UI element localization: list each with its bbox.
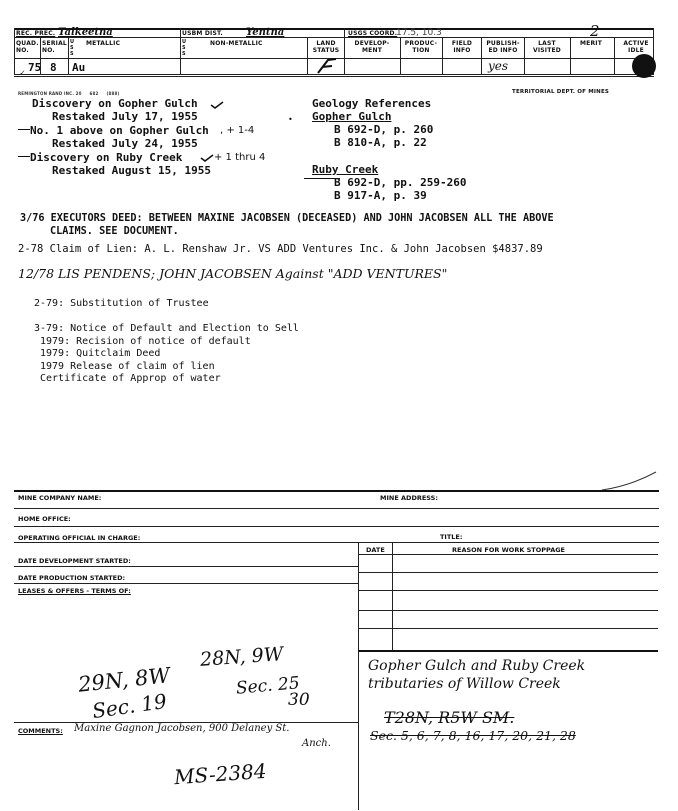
nonmetallic-label: NON-METALLIC [210,40,263,47]
last-visited-label: LAST VISITED [532,40,561,54]
page-number: 2 [590,22,600,40]
leases-label: LEASES & OFFERS - TERMS OF: [18,587,131,595]
field-info-label: FIELD INFO [451,40,473,54]
hole-punch [632,54,656,78]
hw-township: T28N, R5W SM. [384,708,515,727]
usbm-dist-value: Yentna [246,27,285,38]
serial-value: 8 [50,61,57,74]
hw-tributaries-2: tributaries of Willow Creek [368,676,561,692]
operating-official-label: OPERATING OFFICIAL IN CHARGE: [18,534,141,542]
header-grid [14,22,654,90]
claim-2-note: , + 1-4 [220,125,255,136]
comments-label: COMMENTS: [18,727,63,735]
hw-ms-number: MS-2384 [173,758,268,790]
substitution-entry: 2-79: Substitution of Trustee [34,298,209,309]
usgs-coord-value: 17.5, 10.3 [396,28,442,38]
margin-dash-2 [18,156,30,157]
notice-line: Certificate of Approp of water [40,373,221,384]
prod-started-label: DATE PRODUCTION STARTED: [18,574,126,582]
notice-line: 3-79: Notice of Default and Election to Sell [34,323,299,334]
rec-prec-value: Talkeetna [58,27,113,38]
usbm-dist-label: USBM DIST. [182,30,223,37]
metallic-label: METALLIC [86,40,121,47]
hw-sections: Sec. 5, 6, 7, 8, 16, 17, 20, 21, 28 [370,728,576,743]
published-value: yes [488,59,509,73]
quad-label: QUAD. NO. [16,40,39,54]
geology-group-1-name: Gopher Gulch [312,110,392,123]
claim-3-restaked: Restaked August 15, 1955 [52,164,211,177]
notice-line: 1979 Release of claim of lien [40,360,215,372]
develop-label: DEVELOP-MENT [354,40,390,54]
home-office-label: HOME OFFICE: [18,515,71,523]
active-label: ACTIVE IDLE [623,40,649,54]
geology-group-1-ref-1: B 692-D, p. 260 [334,123,434,136]
notice-line: 1979: Quitclaim Deed [40,348,161,359]
land-status-mark [314,57,340,75]
geology-group-1-ref-2: B 810-A, p. 22 [334,136,427,149]
metallic-value: Au [72,61,86,74]
date-col-label: DATE [366,546,385,554]
margin-dash-1 [18,129,30,130]
claim-1-name: Discovery on Gopher Gulch [32,97,198,110]
notice-line: 1979: Recision of notice of default [40,335,251,347]
mine-company-label: MINE COMPANY NAME: [18,494,102,502]
notices-block [34,323,299,386]
claim-1-restaked: Restaked July 17, 1955 [52,110,198,123]
claim-3-name: Discovery on Ruby Creek [30,151,183,164]
production-label: PRODUC-TION [404,40,438,54]
hw-loc-1: 29N, 8W [76,663,172,697]
hw-sec-2: Sec. 25 [235,673,301,699]
bullet-dot: • [288,115,293,124]
nonmetallic-sub-letters: U S S [182,39,187,57]
deed-line-2: CLAIMS. SEE DOCUMENT. [50,226,179,237]
geology-group-2-ref-2: B 917-A, p. 39 [334,189,427,202]
hw-tributaries-1: Gopher Gulch and Ruby Creek [368,658,586,674]
check-mark-3 [200,153,214,163]
form-divider [358,542,359,810]
quad-value: 75 [28,61,42,74]
comments-value: Maxine Gagnon Jacobsen, 900 Delaney St. [74,723,290,734]
mine-address-label: MINE ADDRESS: [380,494,438,502]
check-mark-1 [210,100,224,110]
quad-check-mark: ✓ [20,68,25,77]
geology-group-2-name: Ruby Creek [312,163,379,176]
metallic-sub-letters: U S S [70,39,75,57]
claim-3-note: + 1 thru 4 [214,152,266,163]
title-label: TITLE: [440,533,463,541]
usgs-coord-label: USGS COORD. [348,30,398,37]
lis-pendens-entry: 12/78 LIS PENDENS; JOHN JACOBSEN Against "ADD VENTURES" [18,266,448,281]
rec-prec-label: REC. PREC. [16,30,56,37]
department-label: TERRITORIAL DEPT. OF MINES [512,89,610,95]
land-status-label: LAND STATUS [312,40,340,54]
lien-entry: 2-78 Claim of Lien: A. L. Renshaw Jr. VS ADD Ventures Inc. & John Jacobsen $4837.89 [18,243,543,255]
geology-title: Geology References [312,97,432,110]
claim-2-name: No. 1 above on Gopher Gulch [30,124,209,137]
comments-value-2: Anch. [302,738,331,749]
form-top-rule [14,490,659,492]
hw-sec-2b: 30 [288,690,310,710]
deed-line-1: 3/76 EXECUTORS DEED: BETWEEN MAXINE JACOBSEN (DECEASED) AND JOHN JACOBSEN ALL THE ABOVE [20,213,554,224]
published-label: PUBLISH-ED INFO [486,40,520,54]
geology-group-2-ref-1: B 692-D, pp. 259-260 [334,176,467,189]
serial-label: SERIAL NO. [42,40,67,54]
hw-sec-1: Sec. 19 [90,688,169,724]
date-col-divider [392,542,393,650]
claim-2-restaked: Restaked July 24, 1955 [52,137,198,150]
hw-loc-2: 28N, 9W [199,643,284,671]
merit-label: MERIT [580,40,603,47]
reason-col-label: REASON FOR WORK STOPPAGE [452,546,565,554]
dev-started-label: DATE DEVELOPMENT STARTED: [18,557,131,565]
form-stamp-text: REMINGTON RAND INC. 20 682 (888) [18,91,120,96]
